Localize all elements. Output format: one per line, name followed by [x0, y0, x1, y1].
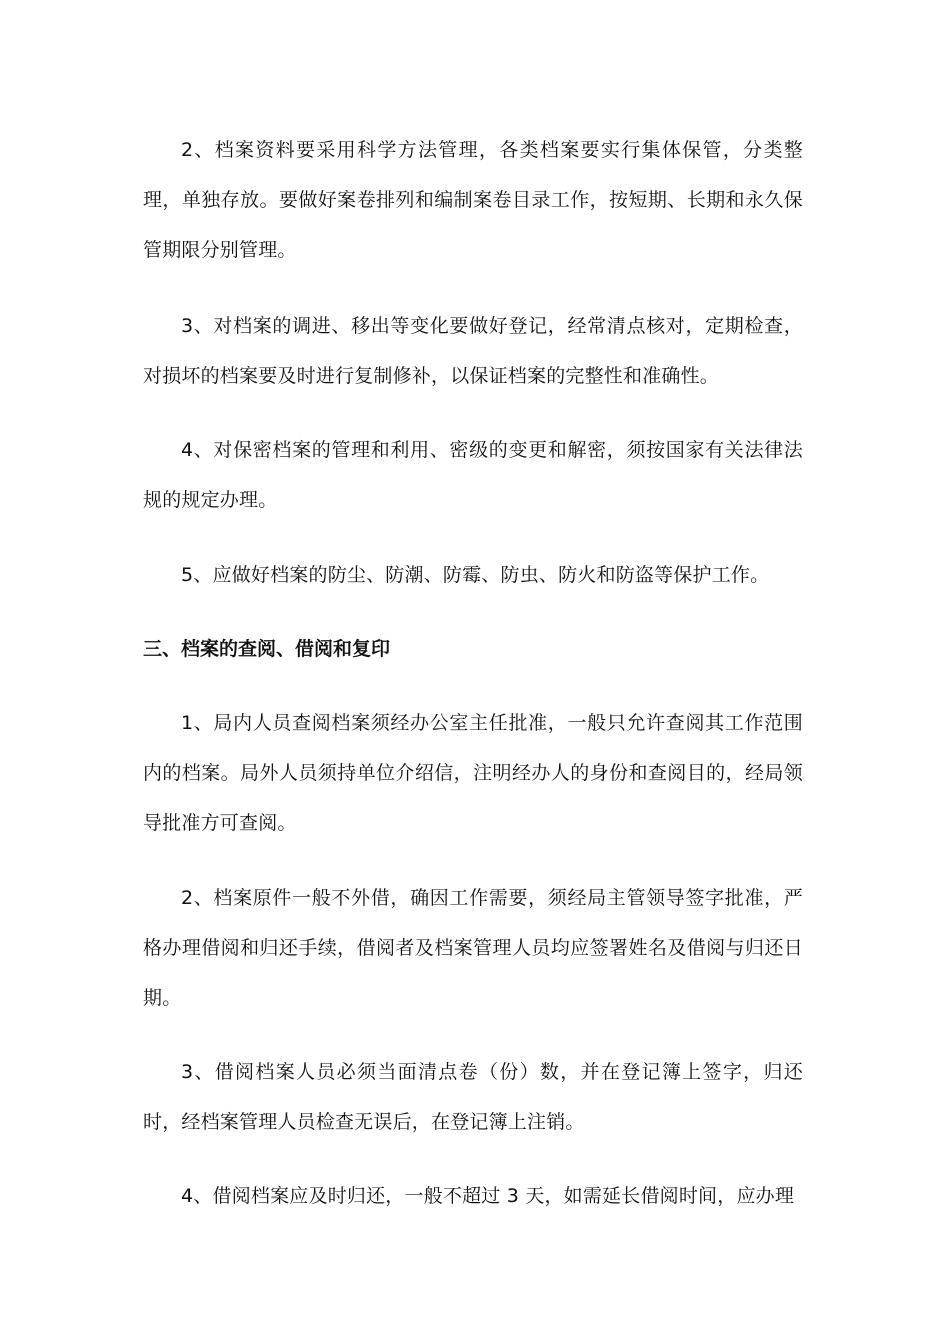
paragraph-internal-access: 1、局内人员查阅档案须经办公室主任批准，一般只允许查阅其工作范围内的档案。局外人员须持单位介绍信，注明经办人的身份和查阅目的，经局领导批准方可查阅。 — [143, 712, 803, 834]
paragraph-archive-management-methods: 2、档案资料要采用科学方法管理，各类档案要实行集体保管，分类整理，单独存放。要做好案卷排列和编制案卷目录工作，按短期、长期和永久保管期限分别管理。 — [143, 139, 803, 261]
paragraph-archive-registration-check: 3、对档案的调进、移出等变化要做好登记，经常清点核对，定期检查，对损坏的档案要及时进行复制修补，以保证档案的完整性和准确性。 — [143, 315, 803, 387]
paragraph-borrowing-count: 3、借阅档案人员必须当面清点卷（份）数，并在登记簿上签字，归还时，经档案管理人员检查无误后，在登记簿上注销。 — [143, 1061, 803, 1133]
paragraph-confidential-archives: 4、对保密档案的管理和利用、密级的变更和解密，须按国家有关法律法规的规定办理。 — [143, 439, 803, 511]
paragraph-archive-protection: 5、应做好档案的防尘、防潮、防霉、防虫、防火和防盗等保护工作。 — [181, 564, 770, 586]
paragraph-return-deadline: 4、借阅档案应及时归还，一般不超过 3 天，如需延长借阅时间，应办理 — [181, 1185, 795, 1207]
section-heading: 三、档案的查阅、借阅和复印 — [143, 638, 391, 660]
paragraph-original-lending: 2、档案原件一般不外借，确因工作需要，须经局主管领导签字批准，严格办理借阅和归还手续，借阅者及档案管理人员均应签署姓名及借阅与归还日期。 — [143, 887, 803, 1009]
